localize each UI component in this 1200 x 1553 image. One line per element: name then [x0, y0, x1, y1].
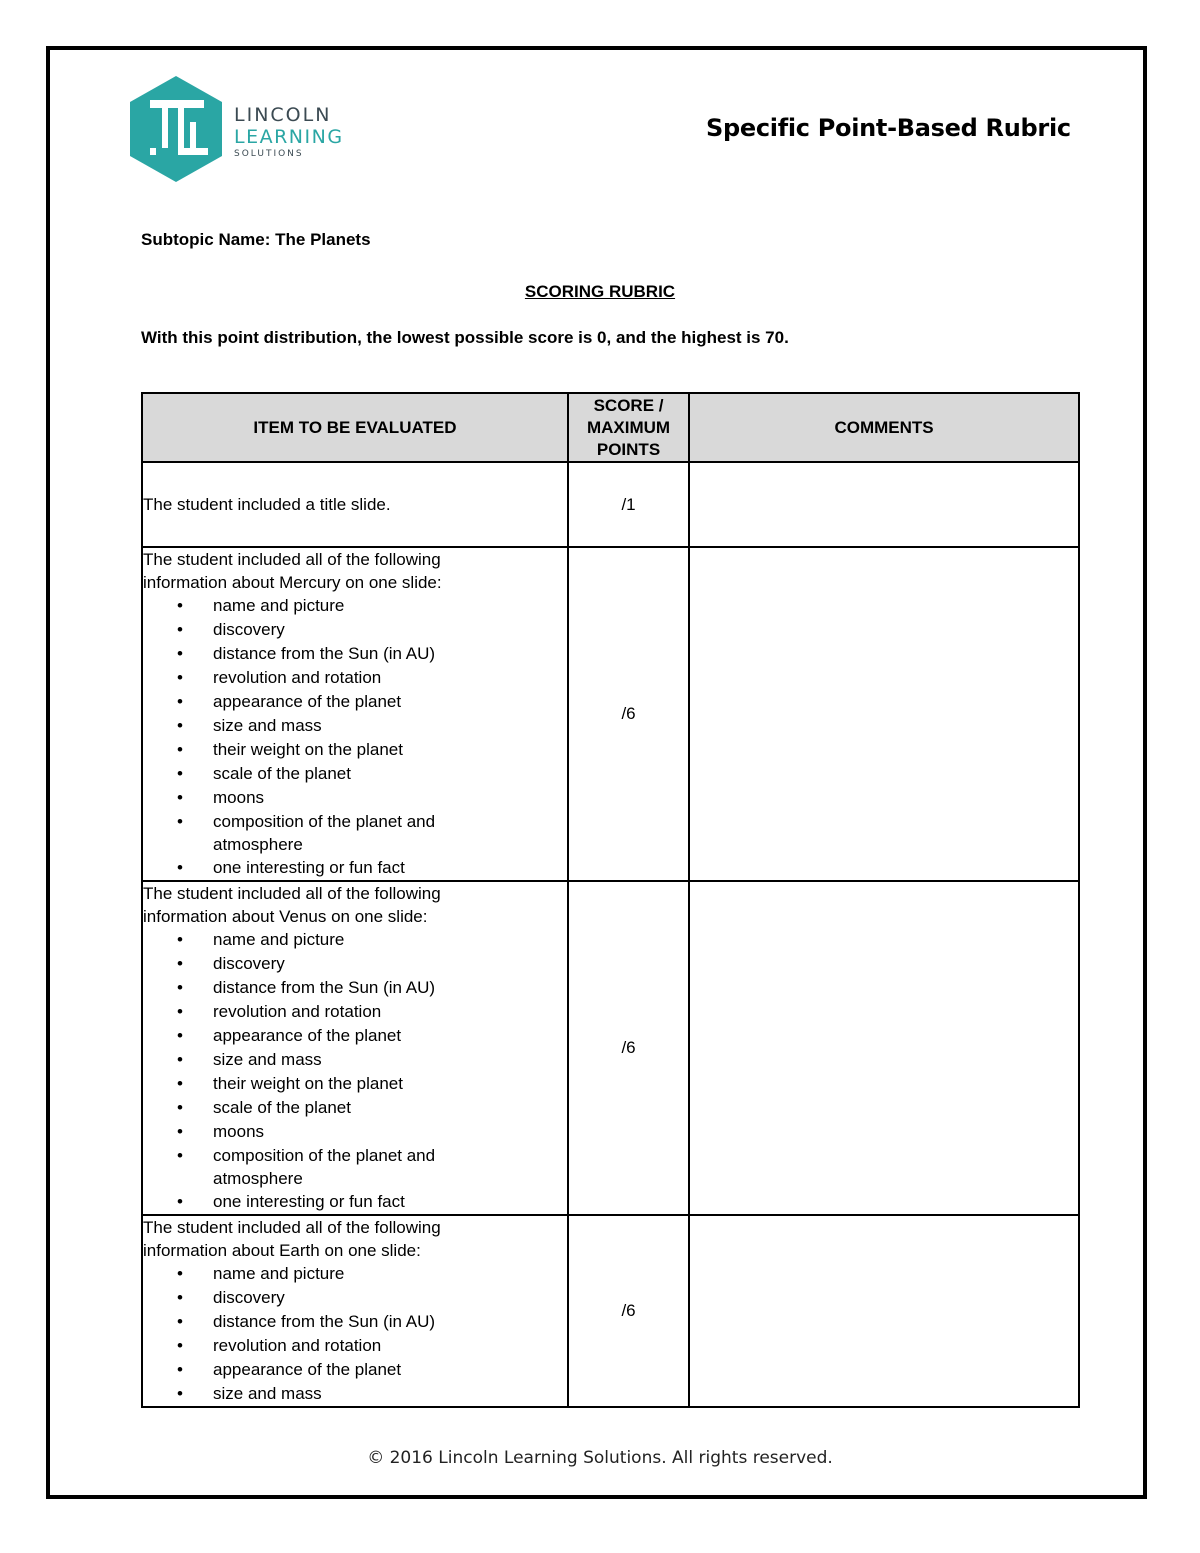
- item-intro: The student included all of the following: [143, 884, 441, 903]
- document-title: Specific Point-Based Rubric: [706, 114, 1071, 142]
- score-cell: /6: [568, 1215, 689, 1407]
- list-item: • name and picture: [213, 928, 567, 952]
- item-cell: [142, 547, 568, 881]
- list-item: • discovery: [213, 1286, 567, 1310]
- item-intro: information about Earth on one slide:: [143, 1241, 421, 1260]
- list-item: • size and mass: [213, 714, 567, 738]
- list-item: • name and picture: [213, 1262, 567, 1286]
- header-score-line: SCORE /: [593, 395, 664, 415]
- item-intro: The student included all of the following: [143, 550, 441, 569]
- list-item: • their weight on the planet: [213, 738, 567, 762]
- list-item: • size and mass: [213, 1048, 567, 1072]
- scoring-rubric-heading: SCORING RUBRIC: [524, 282, 676, 301]
- comments-cell[interactable]: [689, 1215, 1079, 1407]
- list-item: • scale of the planet: [213, 762, 567, 786]
- list-item-text: atmosphere: [213, 1169, 303, 1188]
- rubric-table: [141, 392, 1080, 1408]
- header-score: [568, 393, 689, 462]
- list-item: • appearance of the planet: [213, 690, 567, 714]
- criteria-list: [143, 594, 567, 880]
- item-intro: information about Venus on one slide:: [143, 907, 428, 926]
- logo-line-solutions: SOLUTIONS: [234, 149, 304, 159]
- list-item: • distance from the Sun (in AU): [213, 976, 567, 1000]
- header-score-line: MAXIMUM: [586, 417, 671, 437]
- list-item: • one interesting or fun fact: [213, 1190, 567, 1214]
- list-item: • distance from the Sun (in AU): [213, 1310, 567, 1334]
- list-item: [213, 810, 567, 856]
- list-item: • distance from the Sun (in AU): [213, 642, 567, 666]
- list-item: • revolution and rotation: [213, 1000, 567, 1024]
- logo-line-learning: LEARNING: [234, 126, 344, 148]
- table-row: [142, 547, 1079, 881]
- header-score-line: POINTS: [596, 439, 661, 459]
- list-item: • appearance of the planet: [213, 1024, 567, 1048]
- list-item: • size and mass: [213, 1382, 567, 1406]
- list-item: • discovery: [213, 952, 567, 976]
- comments-cell[interactable]: [689, 547, 1079, 881]
- header-item: ITEM TO BE EVALUATED: [142, 393, 568, 462]
- score-cell: /1: [568, 462, 689, 547]
- criteria-list: [143, 928, 567, 1214]
- list-item: • name and picture: [213, 594, 567, 618]
- comments-cell[interactable]: [689, 881, 1079, 1215]
- table-header-row: [142, 393, 1079, 462]
- item-cell: [142, 1215, 568, 1407]
- list-item: • one interesting or fun fact: [213, 856, 567, 880]
- list-item-text: atmosphere: [213, 835, 303, 854]
- table-row: [142, 462, 1079, 547]
- comments-cell[interactable]: [689, 462, 1079, 547]
- item-cell: The student included a title slide.: [142, 462, 568, 547]
- criteria-list: [143, 1262, 567, 1406]
- table-row: [142, 881, 1079, 1215]
- header-comments: COMMENTS: [689, 393, 1079, 462]
- list-item: [213, 1144, 567, 1190]
- list-item-text: composition of the planet and: [213, 812, 436, 831]
- list-item: • moons: [213, 786, 567, 810]
- list-item-text: composition of the planet and: [213, 1146, 436, 1165]
- logo-line-lincoln: LINCOLN: [234, 104, 332, 126]
- score-cell: /6: [568, 881, 689, 1215]
- list-item: • revolution and rotation: [213, 666, 567, 690]
- logo-wordmark: [234, 104, 344, 160]
- item-intro: information about Mercury on one slide:: [143, 573, 442, 592]
- list-item: • their weight on the planet: [213, 1072, 567, 1096]
- list-item: • moons: [213, 1120, 567, 1144]
- subtopic-name: Subtopic Name: The Planets: [141, 230, 371, 249]
- point-distribution-note: With this point distribution, the lowest possible score is 0, and the highest is 70.: [141, 328, 789, 347]
- score-cell: /6: [568, 547, 689, 881]
- list-item: • discovery: [213, 618, 567, 642]
- item-cell: [142, 881, 568, 1215]
- list-item: • scale of the planet: [213, 1096, 567, 1120]
- copyright-footer: © 2016 Lincoln Learning Solutions. All rights reserved.: [367, 1448, 833, 1468]
- item-intro: The student included all of the following: [143, 1218, 441, 1237]
- list-item: • appearance of the planet: [213, 1358, 567, 1382]
- table-row: [142, 1215, 1079, 1407]
- list-item: • revolution and rotation: [213, 1334, 567, 1358]
